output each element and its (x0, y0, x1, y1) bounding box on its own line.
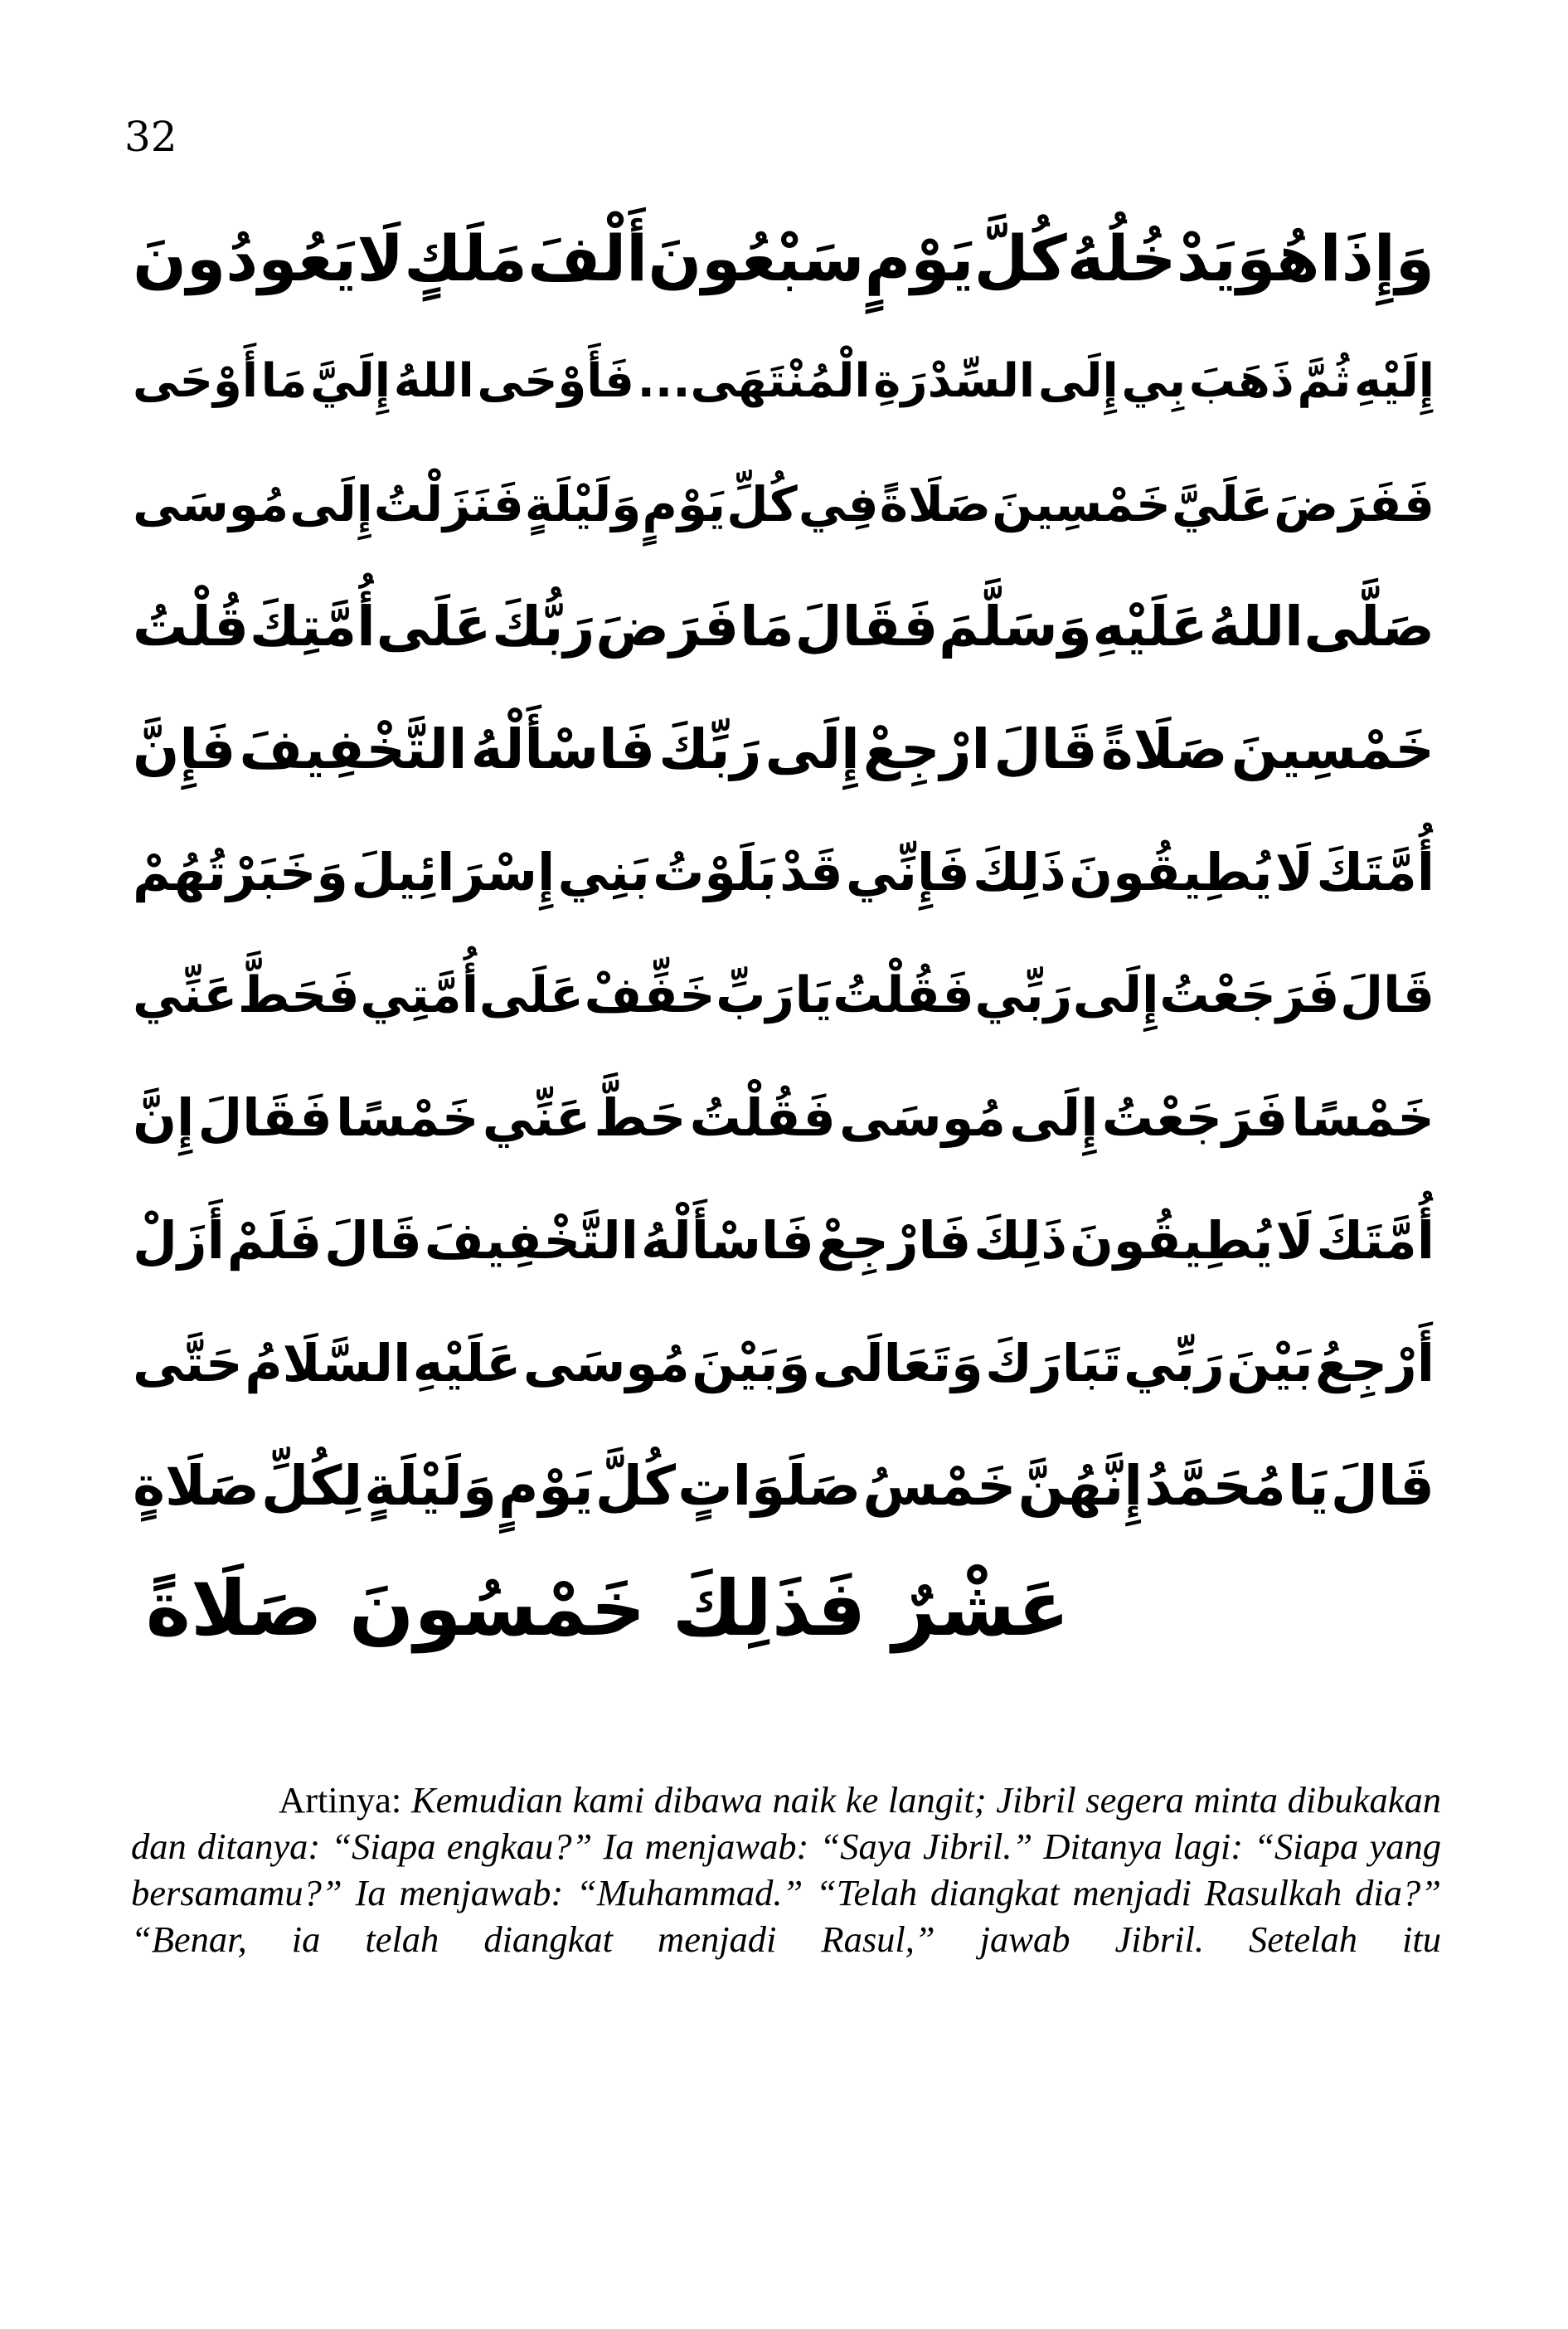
arabic-word: فَأَوْحَى (477, 354, 634, 408)
arabic-word: تَبَارَكَ (985, 1333, 1122, 1393)
arabic-word: قَدْ (779, 842, 843, 902)
translation-label: Artinya: (279, 1779, 402, 1821)
arabic-word: ذَلِكَ (973, 842, 1066, 902)
arabic-word: بِي (1121, 354, 1187, 408)
arabic-word: رَبِّي (974, 966, 1073, 1024)
arabic-word: فِي (798, 476, 879, 532)
arabic-word: لَا (357, 221, 405, 295)
arabic-word: الْمُنْتَهَى... (637, 354, 871, 408)
arabic-word: بَيْنَ (1226, 1333, 1313, 1393)
arabic-word: مُحَمَّدُ (1144, 1454, 1286, 1518)
arabic-word: فَإِنَّ (133, 717, 236, 781)
arabic-word: خَمْسِينَ (1231, 717, 1435, 781)
arabic-word: فَقُلْتُ (689, 1087, 836, 1148)
arabic-word: إِنَّهُنَّ (1017, 1454, 1143, 1518)
arabic-word: صَلَاةً (1100, 717, 1228, 781)
arabic-word: مَا (260, 354, 308, 408)
arabic-word: خَمْسًا (335, 1087, 479, 1148)
arabic-line (133, 320, 1435, 443)
arabic-word: عَنِّي (133, 966, 238, 1024)
arabic-word: ذَهَبَ (1188, 354, 1294, 408)
arabic-word: مَلَكٍ (404, 221, 527, 295)
arabic-word: ذَلِكَ (973, 1210, 1068, 1271)
arabic-word: فَإِنِّي (845, 842, 970, 902)
arabic-word: كُلِّ (726, 476, 798, 532)
arabic-word: أَرْجِعُ (1315, 1333, 1435, 1393)
arabic-word: أَوْحَى (133, 354, 259, 408)
arabic-word: إِنَّ (133, 1087, 195, 1148)
arabic-word: عَلَى (478, 966, 584, 1024)
arabic-word: وَسَلَّمَ (939, 595, 1092, 659)
arabic-word: أَلْفَ (527, 221, 648, 295)
arabic-word: وَلَيْلَةٍ (364, 1454, 497, 1518)
arabic-word: رَبِّ (716, 966, 794, 1024)
arabic-word: مَا (740, 595, 794, 659)
arabic-word: أُمَّتِكَ (249, 595, 376, 659)
arabic-word: أُمَّتِي (360, 966, 479, 1024)
arabic-word: عَلَيَّ (1172, 476, 1273, 532)
arabic-word: فَاسْأَلْهُ (470, 717, 656, 781)
arabic-word: خَمْسِينَ (992, 476, 1171, 532)
arabic-word: سَبْعُونَ (648, 221, 865, 295)
arabic-word: فَحَطَّ (237, 966, 360, 1024)
arabic-word: ثُمَّ (1297, 354, 1352, 408)
arabic-word: صَلَوَاتٍ (677, 1454, 862, 1518)
arabic-word: صَلَّى (1303, 595, 1435, 659)
arabic-word: إِلَى (1037, 354, 1119, 408)
arabic-word: السَّلَامُ (245, 1333, 411, 1393)
arabic-word: عَلَيْهِ (1092, 595, 1208, 659)
arabic-line (133, 1179, 1435, 1302)
arabic-word: فَقُلْتُ (833, 966, 974, 1024)
arabic-word: أُمَّتَكَ (1316, 842, 1435, 902)
arabic-word: عَلَيْهِ (412, 1333, 522, 1393)
arabic-word: عَلَى (376, 595, 492, 659)
arabic-word: يَوْمٍ (864, 221, 974, 295)
arabic-word: هُوَ (1236, 221, 1320, 295)
arabic-word: إِلَيَّ (310, 354, 391, 408)
arabic-word: وَخَبَرْتُهُمْ (133, 842, 348, 902)
arabic-word: يَا (794, 966, 833, 1024)
arabic-word: كُلَّ (595, 1454, 677, 1518)
arabic-word: اللهُ (393, 354, 474, 408)
arabic-word: رَبِّكَ (658, 717, 762, 781)
arabic-word: لَا (1274, 842, 1314, 902)
arabic-line (133, 1057, 1435, 1179)
arabic-word: وَإِذَا (1319, 221, 1435, 295)
arabic-line (133, 197, 1435, 320)
arabic-word: فَرَجَعْتُ (1101, 1087, 1289, 1148)
arabic-word: يُطِيقُونَ (1069, 1210, 1274, 1271)
arabic-word: لَا (1275, 1210, 1314, 1271)
arabic-word: خَمْسُ (862, 1454, 1017, 1518)
arabic-text-block (133, 197, 1435, 1670)
arabic-word: إِلَى (765, 717, 860, 781)
arabic-word: يَوْمٍ (498, 1454, 594, 1518)
arabic-word: فَلَمْ (226, 1210, 323, 1271)
arabic-word: حَطَّ (594, 1087, 687, 1148)
arabic-word: فَقَالَ (794, 595, 939, 659)
arabic-word: لِكُلِّ (261, 1454, 363, 1518)
arabic-word: قَالَ (993, 717, 1098, 781)
arabic-word: يَوْمٍ (642, 476, 726, 532)
arabic-word: خَفِّفْ (584, 966, 716, 1024)
arabic-word: فَرَضَ (595, 595, 740, 659)
arabic-line (133, 688, 1435, 811)
arabic-word: وَتَعَالَى (812, 1333, 983, 1393)
arabic-word: يَدْخُلُهُ (1066, 221, 1237, 295)
arabic-word: يُطِيقُونَ (1069, 842, 1273, 902)
arabic-word: يَعُودُونَ (133, 221, 357, 295)
arabic-line (133, 1302, 1435, 1425)
arabic-word: ارْجِعْ (862, 717, 991, 781)
arabic-word: عَنِّي (482, 1087, 591, 1148)
arabic-word: مُوسَى (522, 1333, 690, 1393)
arabic-word: إِلَى (289, 476, 373, 532)
arabic-word: إِلَى (1009, 1087, 1099, 1148)
arabic-line (133, 443, 1435, 566)
arabic-word: صَلَاةً (879, 476, 992, 532)
translation-text: Kemudian kami dibawa naik ke langit; Jibril segera minta dibukakan dan ditanya: “Siapa engkau?” Ia menjawab: “Saya Jibril.” Ditanya lagi: “Siapa yang bersamamu?” Ia menjawab: “Muhammad.” “Telah diangkat menjadi Rasulkah dia?” “Benar, ia telah diangkat menjadi Rasul,” jawab Jibril. Setelah itu (131, 1779, 1441, 1960)
arabic-word: بَلَوْتُ (653, 842, 777, 902)
arabic-word: حَتَّى (133, 1333, 243, 1393)
arabic-word: فَارْجِعْ (816, 1210, 972, 1271)
arabic-word: السِّدْرَةِ (873, 354, 1036, 408)
arabic-word: اللهُ (1208, 595, 1303, 659)
arabic-word: يَا (1288, 1454, 1329, 1518)
arabic-word: أُمَّتَكَ (1316, 1210, 1435, 1271)
arabic-word: خَمْسًا (1291, 1087, 1435, 1148)
arabic-word: مُوسَى (133, 476, 289, 532)
arabic-word: وَلَيْلَةٍ (524, 476, 642, 532)
arabic-line (133, 566, 1435, 688)
arabic-word: إِلَيْهِ (1353, 354, 1435, 408)
arabic-word: أَزَلْ (133, 1210, 225, 1271)
arabic-word: إِسْرَائِيلَ (351, 842, 556, 902)
arabic-word: رَبِّي (1124, 1333, 1225, 1393)
arabic-word: رَبُّكَ (492, 595, 595, 659)
arabic-word: التَّخْفِيفَ (424, 1210, 639, 1271)
arabic-line (133, 1425, 1435, 1548)
arabic-word: قَالَ (1340, 966, 1435, 1024)
arabic-word: قَالَ (1330, 1454, 1435, 1518)
arabic-word: فَقَالَ (197, 1087, 333, 1148)
arabic-word: فَفَرَضَ (1274, 476, 1435, 532)
page-number: 32 (124, 113, 177, 161)
arabic-word: إِلَى (1072, 966, 1159, 1024)
arabic-word: كُلَّ (973, 221, 1067, 295)
arabic-word: وَبَيْنَ (692, 1333, 811, 1393)
arabic-word: قُلْتُ (133, 595, 250, 659)
arabic-line (133, 811, 1435, 934)
arabic-word: قَالَ (324, 1210, 422, 1271)
arabic-line: عَشْرٌ فَذَلِكَ خَمْسُونَ صَلَاةً (145, 1564, 1070, 1653)
arabic-word: فَرَجَعْتُ (1159, 966, 1340, 1024)
arabic-word: فَاسْأَلْهُ (640, 1210, 814, 1271)
arabic-word: صَلَاةٍ (133, 1454, 260, 1518)
arabic-word: التَّخْفِيفَ (239, 717, 468, 781)
translation-paragraph (131, 1777, 1441, 1962)
arabic-word: مُوسَى (839, 1087, 1007, 1148)
arabic-word: بَنِي (557, 842, 650, 902)
arabic-word: فَنَزَلْتُ (373, 476, 524, 532)
arabic-line (133, 934, 1435, 1057)
